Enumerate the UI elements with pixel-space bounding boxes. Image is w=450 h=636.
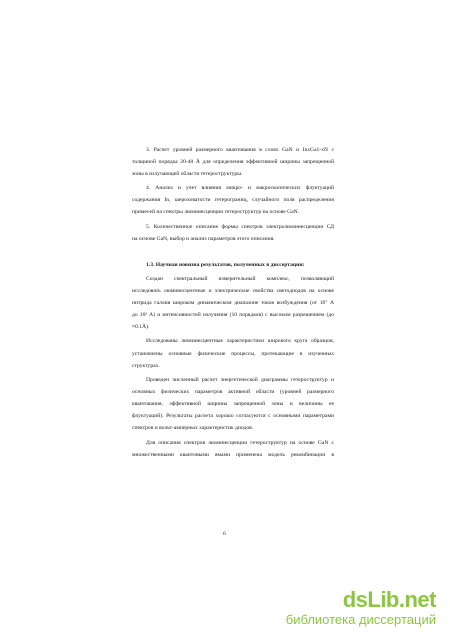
text-line: Для описания спектров люминесценции гетероструктур на основе GaN с — [146, 440, 334, 446]
watermark-subtitle: библиотека диссертаций — [285, 612, 436, 627]
dslib-watermark[interactable] — [286, 588, 436, 627]
text-line: флуктуаций). Результаты расчета хорошо согласуются с основными параметрами — [132, 413, 334, 419]
text-line: структурах. — [132, 363, 160, 369]
logo-suffix: .net — [398, 587, 436, 612]
text-line: Исследованы люминесцентные характеристики широкого круга образцов, — [146, 338, 334, 344]
text-line: множественными квантовыми ямами применена модель рекомбинации в — [132, 452, 334, 458]
text-line: ≈0.1Å). — [132, 324, 150, 330]
text-line: Создан спектральный измерительный комплекс, позволяющий — [146, 276, 334, 282]
text-line: Проведен численный расчет энергетической диаграммы гетероструктур и — [146, 377, 334, 383]
text-line: 5. Количественное описание формы спектров электролюминесценции СД — [146, 224, 334, 230]
text-line: зоны в излучающей области гетероструктуры. — [132, 171, 243, 177]
text-line: исследовать люминесцентные и электрические свойства светодиодов на основе — [132, 288, 334, 294]
logo-main: dsLib — [342, 587, 399, 612]
text-line: примесей на спектры люминесценции гетероструктур на основе GaN. — [132, 209, 300, 215]
text-line: 4. Анализ и учет влияния микро- и макроскопических флуктуаций — [146, 185, 334, 191]
text-line: содержания In, шероховатости гетерограниц, случайного поля распределения — [132, 197, 334, 203]
section-heading: 1.3. Научная новизна результатов, полученных в диссертации: — [146, 262, 305, 268]
page-number: 6 — [223, 531, 226, 537]
text-line: 3. Расчет уровней размерного квантования в слоях GaN и InxGa1-xN с — [146, 147, 334, 153]
text-line: толщиной порядка 20-40 Å для определения эффективной ширины запрещенной — [132, 159, 334, 165]
text-line: квантования, эффективной ширины запрещенной зоны и величины ее — [132, 401, 334, 407]
text-line: основных физических параметров активной области (уровней размерного — [132, 389, 334, 395]
text-line: нитрида галлия широком динамическом диапазоне токов возбуждения (от 10⁷ А — [132, 300, 334, 306]
text-line: спектров и вольт-амперных характеристик диодов. — [132, 425, 254, 431]
text-line: установлены основные физические процессы, протекающие в изученных — [132, 351, 334, 357]
dslib-logo — [286, 588, 436, 612]
text-line: до 10² А) и интенсивностей излучения (10 порядков) с высоким разрешением (до — [132, 312, 334, 318]
text-line: на основе GaN, выбор и анализ параметров этого описания. — [132, 236, 275, 242]
